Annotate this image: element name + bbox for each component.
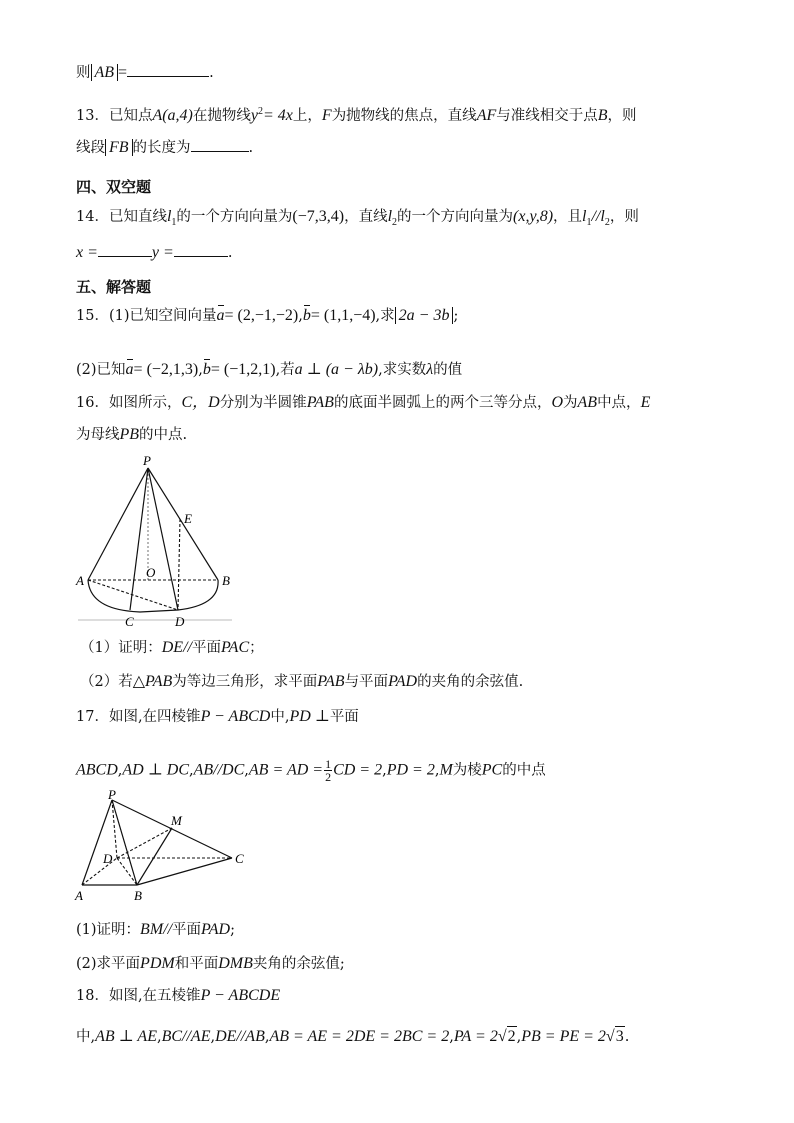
q17-s2-num: (2)求平面 (76, 956, 141, 972)
q14-parallel-sub2: 2 (604, 216, 610, 228)
edge-db (117, 858, 137, 885)
base-arc (88, 580, 218, 612)
edge-pa (88, 468, 148, 580)
q16-pab: PAB (306, 394, 334, 411)
q13-text: 在抛物线 (192, 107, 251, 124)
label-b: B (134, 888, 142, 903)
q17-line-2: ABCD,AD ⊥ DC,AB//DC,AB = AD = $\frac{1}{2}$ CD = 2,PD = 2,M为棱PC的中点 (76, 757, 546, 784)
q14-l2-sub: 2 (392, 216, 398, 228)
label-p: P (143, 453, 151, 468)
q18-text: 中, (76, 1029, 96, 1045)
q17-s1-plane: PAD (201, 921, 231, 938)
q16-text: 为 (563, 395, 578, 411)
q14-l1: l (166, 208, 172, 225)
label-d: D (103, 851, 113, 866)
label-a: A (76, 573, 84, 588)
q18-cond-4: AB = AE = 2DE = 2BC = 2 (269, 1028, 450, 1045)
q15-norm: 2a − 3b (395, 307, 454, 324)
q12-eq: = (118, 64, 128, 81)
q17-num: 17．如图,在四棱锥 (76, 709, 201, 725)
q17-text: 中, (270, 709, 290, 725)
q15-num: 15．(1)已知空间向量 (76, 308, 217, 324)
q13-text: 线段 (76, 140, 105, 156)
q18-cond-1: AB ⊥ AE (95, 1028, 157, 1045)
q16-line-2 (76, 425, 187, 445)
q17-pyramid-figure (72, 790, 252, 905)
edge-pb (148, 468, 218, 580)
q17-s1-text: 平面 (172, 922, 202, 938)
q14-num: 14．已知直线 (76, 209, 167, 225)
q18-cond-2: BC//AE (161, 1028, 211, 1045)
q16-ab: AB (577, 394, 598, 411)
q13-text: 与准线相交于点 (496, 107, 598, 124)
q16-s1-text: 平面 (191, 640, 221, 656)
q17-cond-pd: PD ⊥ (289, 708, 330, 725)
q17-sub-1 (76, 920, 235, 940)
q16-s1-num: （1）证明： (80, 640, 162, 656)
q12-end: . (209, 65, 214, 81)
q14-end: . (227, 245, 233, 261)
q13-abs-fb: FB (105, 139, 133, 156)
q16-s2-plane2: PAD (388, 673, 418, 690)
q16-half-cone-figure (70, 450, 240, 628)
label-c: C (125, 614, 134, 628)
q17-cond-lengths: AB = AD = (248, 761, 324, 779)
q12-answer-line (76, 62, 214, 83)
q14-x: x = (76, 244, 98, 261)
q18-sqrt-2: √2 (497, 1028, 516, 1045)
q15-lambda: λ (426, 361, 434, 378)
q13-line-af: AF (476, 106, 497, 124)
q17-line-1 (76, 707, 359, 727)
q18-sqrt-2-radicand: 2 (507, 1028, 516, 1045)
q14-line-2 (76, 242, 232, 263)
q14-y: y = (151, 244, 174, 261)
q14-line-1 (76, 207, 639, 233)
q14-text: 的一个方向向量为 (397, 209, 514, 225)
q18-line-1 (76, 986, 280, 1006)
q18-cond-pb-pe: PB = PE = 2 (521, 1028, 606, 1045)
q15-b-value: = (1,1,−4) (310, 307, 376, 324)
q12-prefix: 则 (76, 65, 91, 81)
q14-parallel-mid: //l (591, 208, 605, 225)
q15-b2-value: = (−1,2,1) (210, 361, 276, 378)
q17-cond-ab-dc: AB//DC (193, 761, 245, 779)
q16-s2-triangle: △PAB (132, 673, 173, 690)
edge-pa (82, 800, 112, 885)
q13-blank (191, 137, 249, 152)
section-heading-double-blank: 四、双空题 (76, 178, 152, 196)
q16-text: 的中点. (139, 427, 188, 443)
q13-point-a: A(a,4) (152, 106, 193, 124)
edge-pc (130, 468, 148, 610)
q16-sub-2 (80, 672, 523, 692)
label-a: A (75, 888, 83, 903)
q13-parabola-rhs: = 4x (263, 106, 293, 124)
q13-line-1 (76, 102, 637, 126)
q14-text: 的一个方向向量为 (176, 209, 293, 225)
q17-s1-expr: BM// (140, 921, 173, 938)
q16-pb: PB (119, 426, 140, 443)
q16-cd: C，D (181, 394, 220, 411)
q15-part-2: (2)已知a= (−2,1,3),b= (−1,2,1),若a ⊥ (a − λb),求实数λ的值 (76, 361, 463, 378)
q13-text: 的长度为 (132, 140, 191, 156)
q14-vector-1: (−7,3,4) (292, 208, 345, 225)
label-p: P (108, 790, 116, 802)
label-c: C (235, 851, 244, 866)
q15-text: ,若 (275, 362, 295, 378)
q16-s2-text: 为等边三角形，求平面 (172, 674, 318, 690)
q14-text: ，则 (609, 209, 639, 225)
q16-s1-plane: PAC (220, 639, 250, 656)
q15-text: ,求实数 (378, 362, 427, 378)
q15-part2-num: (2)已知 (76, 362, 126, 378)
q17-s1-num: (1)证明： (76, 922, 141, 938)
q16-s2-text: 的夹角的余弦值. (417, 674, 524, 690)
q13-text: 为抛物线的焦点，直线 (331, 107, 477, 124)
q15-semi: ; (453, 308, 459, 324)
q14-l2: l (387, 208, 393, 225)
q17-m: M (439, 761, 453, 779)
q17-pc: PC (481, 761, 503, 779)
q14-text: ，直线 (344, 209, 388, 225)
q16-text: 分别为半圆锥 (219, 395, 307, 411)
q17-frac-num: 1 (325, 757, 332, 771)
section-heading-solutions: 五、解答题 (76, 278, 152, 296)
q13-text: ，则 (607, 107, 637, 124)
q16-text: 的底面半圆弧上的两个三等分点， (333, 395, 552, 411)
q15-text: 的值 (433, 362, 463, 378)
edge-pd (148, 468, 178, 610)
q18-sqrt-3-radicand: 3 (615, 1028, 624, 1045)
q16-s2-plane1: PAB (317, 673, 345, 690)
q17-cond-pd-len: PD = 2 (386, 761, 435, 779)
q16-num: 16．如图所示， (76, 395, 182, 411)
q16-text: 中点， (597, 395, 641, 411)
label-o: O (146, 565, 156, 580)
q17-s2-text: 和平面 (174, 956, 219, 972)
label-m: M (171, 813, 182, 828)
q12-abs-ab: AB (91, 64, 119, 81)
q16-line-1 (76, 393, 650, 413)
q14-blank-y (174, 242, 228, 257)
q15-vec-b: b (202, 361, 211, 378)
q13-line-2 (76, 137, 253, 158)
q17-s2-plane2: DMB (218, 955, 253, 972)
q15-part-1: 15．(1)已知空间向量a= (2,−1,−2),b= (1,1,−4),求 2a − 3b ; (76, 307, 459, 324)
q15-vec-a: a (216, 307, 225, 324)
q18-cond-3: DE//AB (215, 1028, 265, 1045)
q18-sqrt-3: √3 (605, 1028, 624, 1045)
q14-l1-sub: 1 (171, 216, 177, 228)
q17-plane-abcd: ABCD (76, 761, 118, 779)
q17-s2-plane1: PDM (140, 955, 175, 972)
q14-blank-x (98, 242, 152, 257)
q13-focus-f: F (321, 106, 332, 124)
q13-num: 13．已知点 (76, 107, 153, 124)
q16-s1-end: ； (249, 640, 264, 656)
q12-blank (127, 62, 209, 77)
q15-perp: a ⊥ (a − λb) (294, 361, 379, 378)
q16-s2-text: 与平面 (344, 674, 389, 690)
q16-sub-1 (80, 638, 264, 658)
q16-e: E (640, 394, 651, 411)
label-b: B (222, 573, 230, 588)
q17-s1-end: ; (230, 922, 235, 938)
q17-cond-cd: CD = 2 (333, 761, 383, 779)
q16-s1-expr: DE// (161, 639, 192, 656)
q15-a-value: = (2,−1,−2) (224, 307, 299, 324)
q17-fraction (324, 758, 332, 783)
q15-a2-value: = (−2,1,3) (133, 361, 199, 378)
q17-s2-text: 夹角的余弦值; (252, 956, 345, 972)
q14-vector-2: (x,y,8) (513, 208, 554, 225)
q14-parallel: l (582, 208, 587, 225)
q18-line-2: 中,AB ⊥ AE,BC//AE,DE//AB,AB = AE = 2DE = 2BC = 2,PA = 2√2,PB = PE = 2√3. (76, 1028, 630, 1045)
q18-pyramid: P − ABCDE (200, 987, 281, 1004)
q17-text: 为棱 (452, 762, 482, 779)
q17-text: 的中点 (502, 762, 546, 779)
q18-cond-pa: PA = 2 (453, 1028, 498, 1045)
q16-o: O (551, 394, 564, 411)
q16-s2-num: （2）若 (80, 674, 133, 690)
q17-frac-den: 2 (325, 770, 332, 784)
q13-point-b: B (597, 106, 608, 124)
q13-parabola-y: y (250, 106, 258, 124)
q17-cond-ad-dc: AD ⊥ DC (122, 761, 189, 779)
q18-num: 18．如图,在五棱锥 (76, 988, 201, 1004)
q16-text: 为母线 (76, 427, 120, 443)
label-d: D (175, 614, 185, 628)
segment-ed (178, 519, 180, 610)
q17-sub-2 (76, 954, 345, 974)
q15-text: ,求 (375, 308, 395, 324)
q13-text: 上， (292, 107, 322, 124)
q14-parallel-sub1: 1 (586, 216, 592, 228)
label-e: E (184, 511, 192, 526)
q15-vec-b: b (302, 307, 311, 324)
q18-end: . (624, 1029, 630, 1045)
q17-text: 平面 (329, 709, 359, 725)
q14-text: ，且 (553, 209, 583, 225)
q15-vec-a: a (125, 361, 134, 378)
q13-end: . (248, 140, 254, 156)
q13-parabola-exp: 2 (258, 106, 263, 117)
q17-pyramid: P − ABCD (200, 708, 271, 725)
